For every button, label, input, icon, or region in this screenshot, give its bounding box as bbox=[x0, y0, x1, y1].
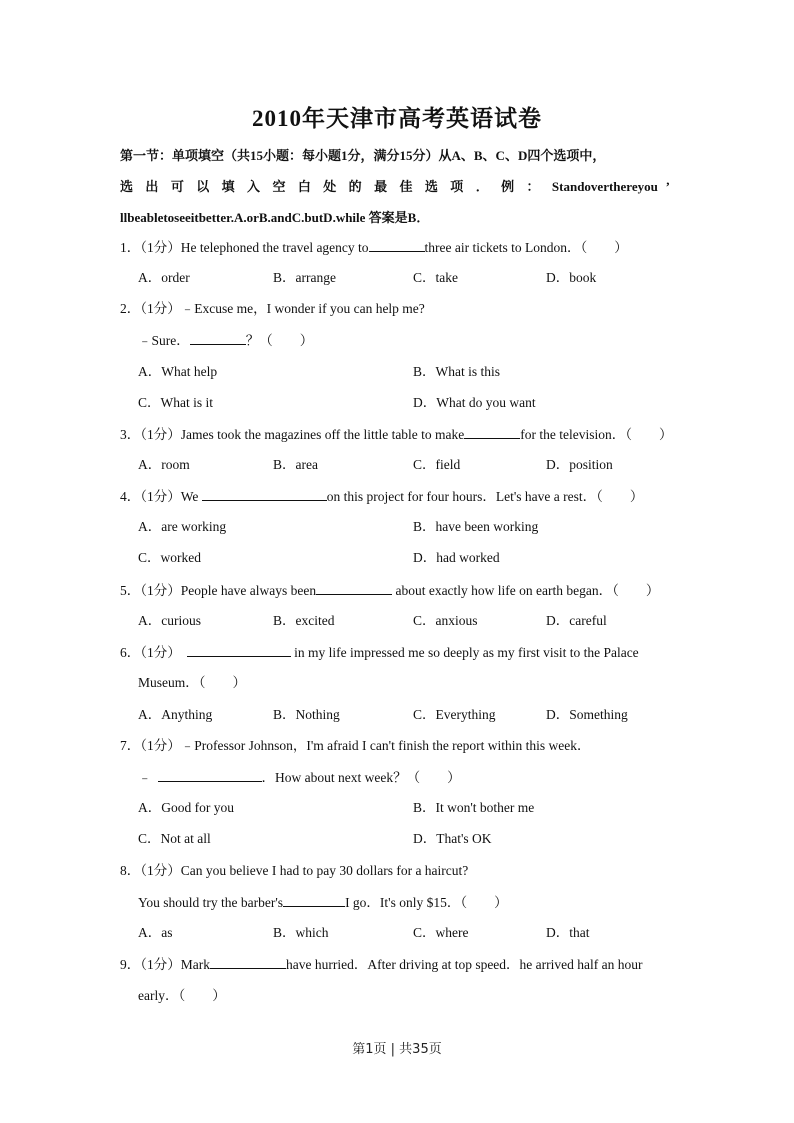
question-1 bbox=[120, 238, 628, 257]
option-c: C．Everything bbox=[413, 707, 496, 722]
option-c: C．anxious bbox=[413, 613, 478, 628]
section-instructions-line-1: 第一节：单项填空（共15小题：每小题1分，满分15分）从A、B、C、D四个选项中， bbox=[120, 148, 606, 163]
option-a: A．Anything bbox=[138, 707, 213, 722]
question-8 bbox=[120, 862, 468, 880]
answer-blank bbox=[464, 425, 520, 439]
question-text: have hurried．After driving at top speed．he arrived half an hour bbox=[286, 957, 643, 972]
question-2-line-2 bbox=[138, 331, 313, 350]
option-c: C．Not at all bbox=[138, 831, 211, 846]
question-text: in my life impressed me so deeply as my first visit to the Palace bbox=[290, 645, 639, 660]
question-text: James took the magazines off the little table to make bbox=[180, 427, 465, 442]
question-text: He telephoned the travel agency to bbox=[180, 240, 369, 255]
option-a: A．order bbox=[138, 270, 190, 285]
question-number: 1．（1分） bbox=[120, 240, 181, 255]
page-title: 2010年天津市高考英语试卷 bbox=[252, 106, 542, 131]
option-a: A．Good for you bbox=[138, 800, 234, 815]
question-2 bbox=[120, 300, 425, 318]
option-a: A．curious bbox=[138, 613, 201, 628]
question-text: We bbox=[180, 489, 202, 504]
question-number: 7．（1分） bbox=[120, 738, 181, 753]
option-c: C．take bbox=[413, 270, 458, 285]
answer-blank bbox=[158, 768, 262, 782]
question-9-line-2: early．（ ） bbox=[138, 988, 226, 1003]
question-text: ？（ ） bbox=[245, 333, 314, 348]
question-text: for the television．（ ） bbox=[520, 427, 673, 442]
page-footer: 第1页 | 共35页 bbox=[352, 1042, 442, 1057]
option-b: B．What is this bbox=[413, 364, 500, 379]
option-d: D．careful bbox=[546, 613, 607, 628]
question-7 bbox=[120, 737, 591, 755]
option-b: B．have been working bbox=[413, 519, 539, 534]
option-b: B．Nothing bbox=[273, 707, 340, 722]
question-number: 3．（1分） bbox=[120, 427, 181, 442]
option-a: A．room bbox=[138, 457, 190, 472]
question-number: 4．（1分） bbox=[120, 489, 181, 504]
answer-blank bbox=[190, 331, 246, 345]
question-text: ﹣Professor Johnson，I'm afraid I can't finish the report within this week． bbox=[180, 738, 591, 753]
question-3 bbox=[120, 425, 673, 444]
question-4 bbox=[120, 487, 643, 506]
option-b: B．excited bbox=[273, 613, 335, 628]
question-text: about exactly how life on earth began．（ ） bbox=[392, 583, 660, 598]
question-9 bbox=[120, 955, 643, 974]
option-b: B．area bbox=[273, 457, 318, 472]
question-text: You should try the barber's bbox=[138, 895, 284, 910]
question-text: three air tickets to London．（ ） bbox=[424, 240, 628, 255]
question-5 bbox=[120, 581, 659, 600]
option-d: D．Something bbox=[546, 707, 628, 722]
answer-blank bbox=[316, 581, 392, 595]
answer-blank bbox=[187, 643, 291, 657]
question-text: ﹣Sure． bbox=[138, 333, 190, 348]
question-text: Mark bbox=[180, 957, 210, 972]
question-7-line-2 bbox=[138, 768, 461, 787]
option-a: A．as bbox=[138, 925, 173, 940]
option-a: A．are working bbox=[138, 519, 227, 534]
question-8-line-2 bbox=[138, 893, 508, 912]
option-d: D．had worked bbox=[413, 550, 500, 565]
question-number: 8．（1分） bbox=[120, 863, 181, 878]
option-d: D．What do you want bbox=[413, 395, 536, 410]
option-d: D．position bbox=[546, 457, 613, 472]
option-d: D．That's OK bbox=[413, 831, 492, 846]
option-a: A．What help bbox=[138, 364, 218, 379]
option-d: D．that bbox=[546, 925, 590, 940]
question-text: ﹣Excuse me，I wonder if you can help me? bbox=[180, 301, 425, 316]
option-c: C．where bbox=[413, 925, 469, 940]
answer-blank bbox=[210, 955, 286, 969]
question-text: People have always been bbox=[180, 583, 317, 598]
question-number: 9．（1分） bbox=[120, 957, 181, 972]
option-b: B．arrange bbox=[273, 270, 336, 285]
question-6-line-2: Museum．（ ） bbox=[138, 675, 246, 690]
answer-blank bbox=[369, 238, 425, 252]
section-instructions-line-2: 选 出 可 以 填 入 空 白 处 的 最 佳 选 项 ． 例 ： Standoverthereyou ’ bbox=[120, 179, 670, 194]
option-c: C．field bbox=[413, 457, 461, 472]
option-b: B．which bbox=[273, 925, 329, 940]
question-text: Can you believe I had to pay 30 dollars for a haircut? bbox=[180, 863, 469, 878]
question-text: on this project for four hours．Let's have a rest．（ ） bbox=[326, 489, 644, 504]
question-number: 2．（1分） bbox=[120, 301, 181, 316]
answer-blank bbox=[202, 487, 327, 501]
option-c: C．worked bbox=[138, 550, 201, 565]
question-number: 6．（1分） bbox=[120, 645, 181, 660]
section-instructions-line-3: llbeabletoseeitbetter.A.orB.andC.butD.while 答案是B． bbox=[120, 210, 430, 225]
question-text: ．How about next week？（ ） bbox=[261, 770, 461, 785]
option-c: C．What is it bbox=[138, 395, 213, 410]
question-number: 5．（1分） bbox=[120, 583, 181, 598]
question-text: ﹣ bbox=[138, 770, 152, 785]
answer-blank bbox=[283, 893, 345, 907]
question-6 bbox=[120, 643, 639, 662]
question-text: I go．It's only $15．（ ） bbox=[345, 895, 508, 910]
option-b: B．It won't bother me bbox=[413, 800, 535, 815]
option-d: D．book bbox=[546, 270, 597, 285]
